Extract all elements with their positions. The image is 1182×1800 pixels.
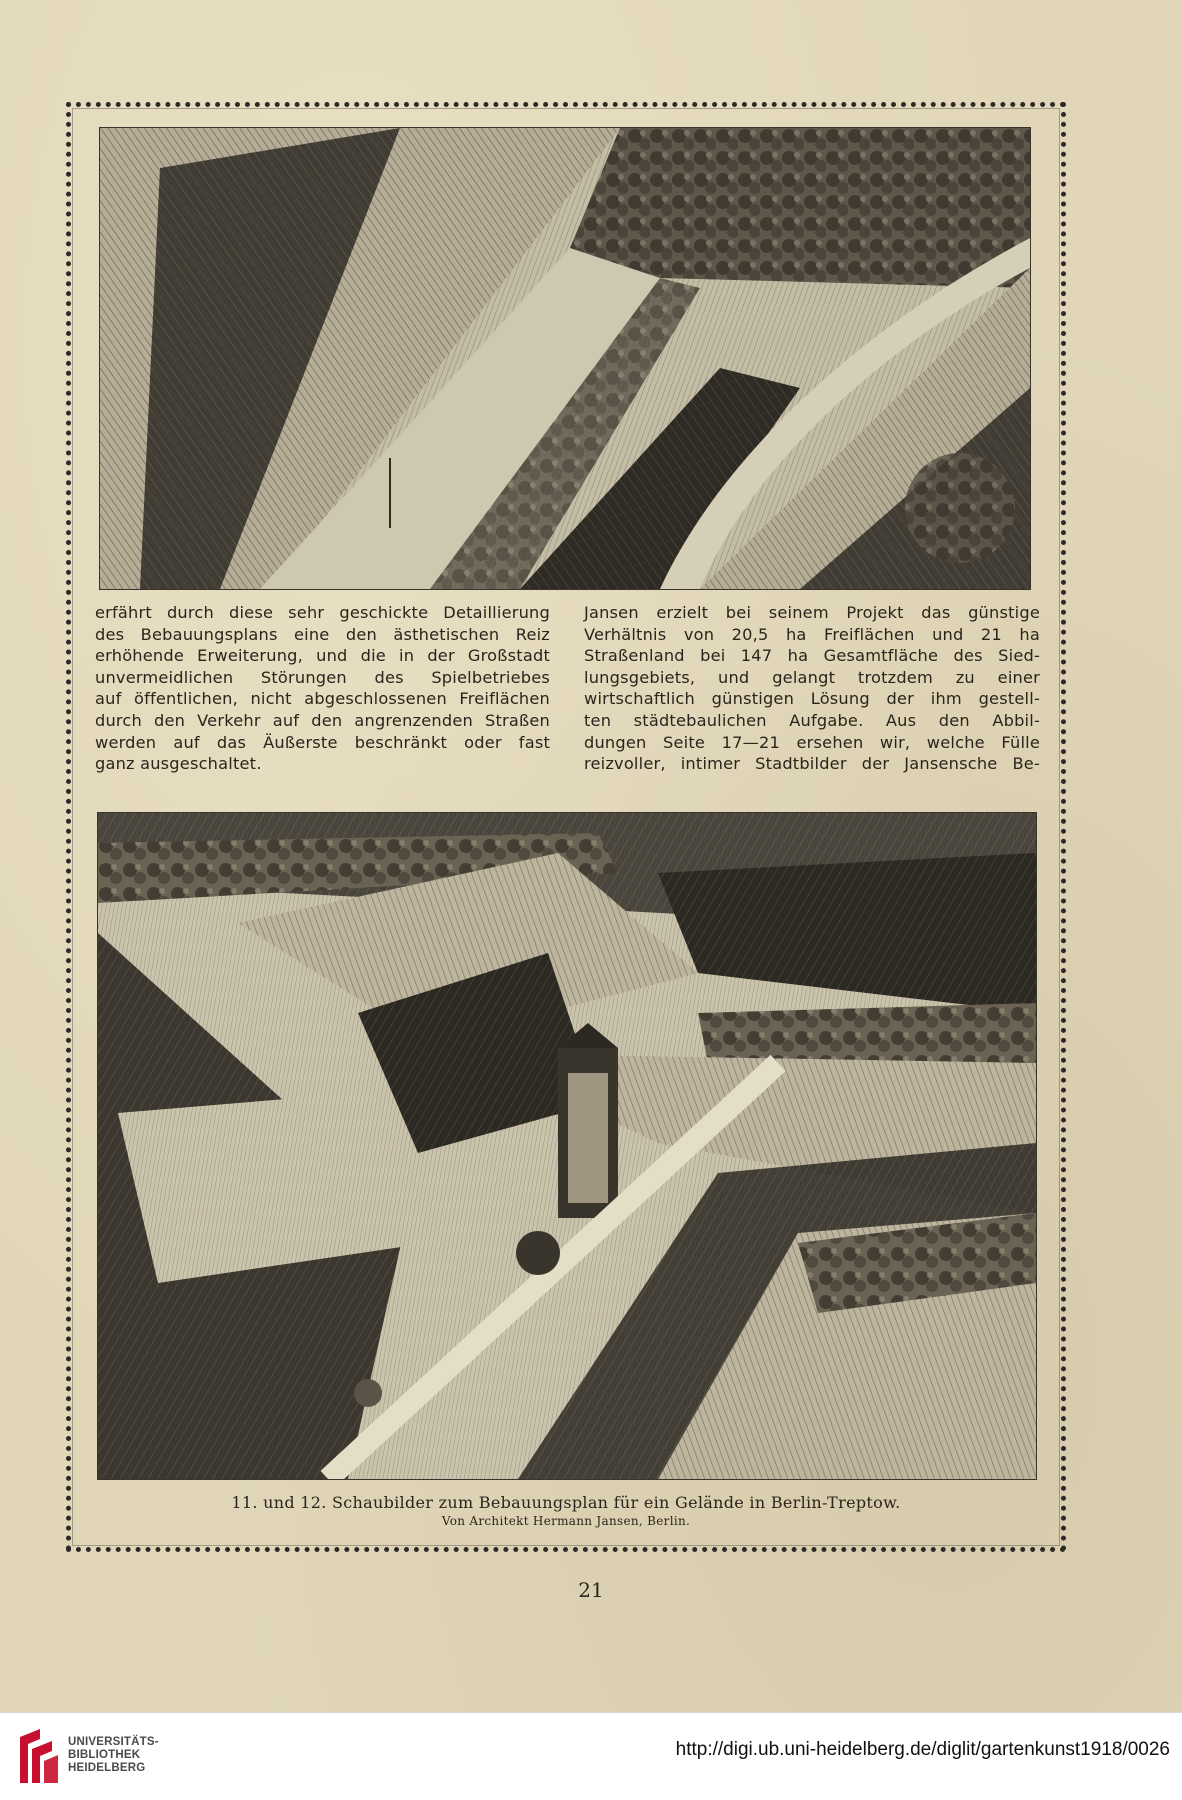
figure-caption: 11. und 12. Schaubilder zum Bebauungsplan für ein Gelände in Berlin-Treptow. [231, 1493, 901, 1512]
permalink-url[interactable]: http://digi.ub.uni-heidelberg.de/diglit/gartenkunst1918/0026 [675, 1739, 1170, 1760]
text-line: erhöhende Erweiterung, und die in der Großstadt [95, 646, 550, 666]
text-line: lungsgebiets, und gelangt trotzdem zu einer [584, 667, 1040, 687]
library-name-line: HEIDELBERG [68, 1762, 146, 1774]
text-line: dungen Seite 17—21 ersehen wir, welche Fülle [584, 732, 1040, 752]
text-column-left [95, 602, 550, 775]
text-line: durch den Verkehr auf den angrenzenden Straßen [95, 710, 550, 730]
library-name-line: BIBLIOTHEK [68, 1749, 141, 1761]
text-line: Verhältnis von 20,5 ha Freiflächen und 21 ha [584, 624, 1040, 644]
text-line: auf öffentlichen, nicht abgeschlossenen Freiflächen [95, 689, 550, 709]
text-line: des Bebauungsplans eine den ästhetischen Reiz [95, 624, 550, 644]
text-line: Straßenland bei 147 ha Gesamtfläche des Sied- [584, 646, 1040, 666]
page-number: 21 [578, 1578, 604, 1602]
text-line: werden auf das Äußerste beschränkt oder fast [95, 732, 550, 752]
library-name-line: UNIVERSITÄTS- [68, 1736, 159, 1748]
text-column-right [584, 602, 1040, 775]
text-line: wirtschaftlich günstigen Lösung der ihm gestell- [584, 689, 1040, 709]
illustration-bird-eye-view-12 [97, 812, 1037, 1480]
text-line: unvermeidlichen Störungen des Spielbetriebes [95, 667, 550, 687]
university-library-logo-icon [14, 1727, 60, 1785]
text-line: reizvoller, intimer Stadtbilder der Jansensche Be- [584, 754, 1040, 774]
text-line: erfährt durch diese sehr geschickte Detaillierung [95, 603, 550, 622]
text-line: ganz ausgeschaltet. [95, 754, 262, 774]
library-footer [0, 1712, 1182, 1800]
text-line: ten städtebaulichen Aufgabe. Aus den Abbil- [584, 710, 1040, 730]
illustration-bird-eye-view-11 [99, 127, 1031, 590]
library-name [68, 1736, 159, 1775]
figure-credit: Von Architekt Hermann Jansen, Berlin. [441, 1514, 691, 1528]
aerial-drawing-bottom [98, 813, 1036, 1479]
text-line: Jansen erzielt bei seinem Projekt das günstige [584, 603, 1040, 622]
aerial-drawing-top [100, 128, 1030, 589]
